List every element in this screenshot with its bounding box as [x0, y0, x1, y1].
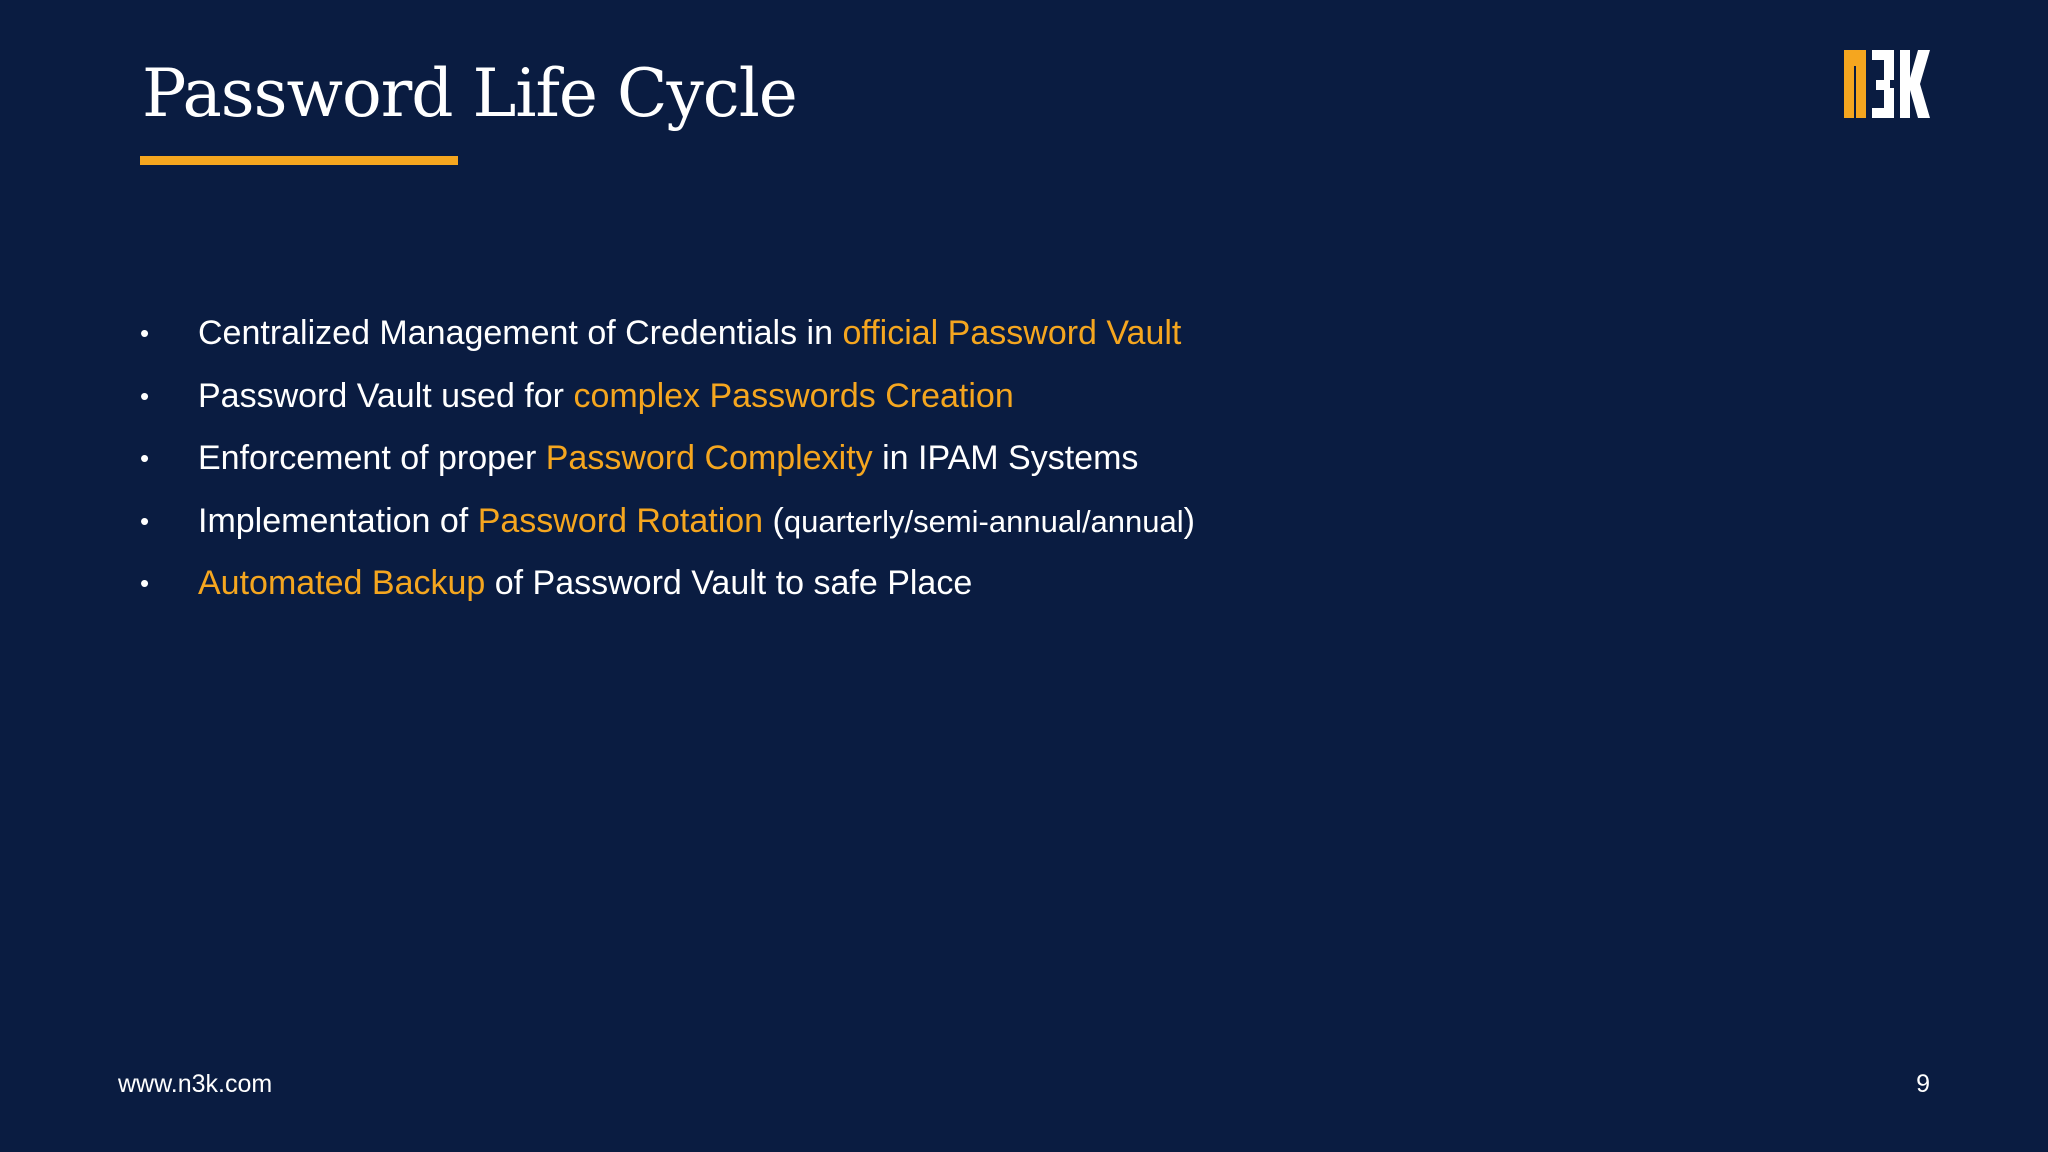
bullet-text-part: in IPAM Systems — [872, 439, 1139, 477]
bullet-text-part: ) — [1183, 501, 1195, 540]
title-underline — [140, 156, 458, 165]
page-number: 9 — [1916, 1070, 1930, 1098]
bullet-icon: • — [140, 318, 150, 348]
bullet-text-part: of Password Vault to safe Place — [485, 564, 973, 602]
footer-url: www.n3k.com — [118, 1070, 273, 1098]
bullet-text — [198, 490, 1195, 553]
bullet-highlight: Password Complexity — [545, 439, 873, 477]
bullet-text-part: Password Vault used for — [198, 376, 574, 415]
bullet-highlight: Automated Backup — [198, 564, 486, 602]
bullet-text — [198, 552, 972, 614]
bullet-text-part: Centralized Management of Credentials in — [198, 314, 843, 352]
bullet-icon: • — [140, 380, 150, 411]
n3k-logo — [1842, 46, 1932, 122]
bullet-text-part: Implementation of — [198, 501, 478, 540]
bullet-text-part: Enforcement of proper — [198, 439, 546, 477]
bullet-highlight: official Password Vault — [842, 314, 1182, 352]
slide-title: Password Life Cycle — [142, 55, 797, 132]
bullet-highlight: Password Rotation — [477, 501, 764, 540]
bullet-highlight: complex Passwords Creation — [573, 376, 1014, 415]
bullet-text-part: quarterly/semi-annual/annual — [783, 503, 1184, 539]
bullet-text — [198, 365, 1014, 427]
bullet-icon: • — [140, 505, 150, 536]
bullet-text-part: ( — [763, 501, 784, 540]
bullet-icon: • — [140, 568, 150, 598]
bullet-text — [198, 302, 1181, 364]
bullet-text — [198, 427, 1138, 489]
bullet-icon: • — [140, 443, 150, 473]
